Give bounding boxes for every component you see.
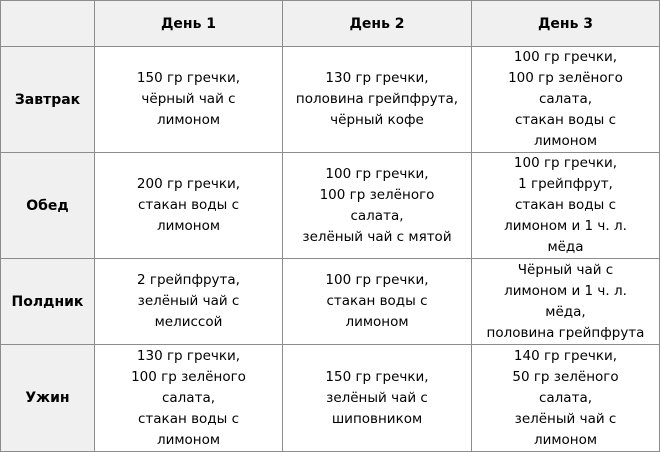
meal-cell-line: 150 гр гречки, xyxy=(325,368,429,385)
header-day-3: День 3 xyxy=(472,1,660,47)
row-label-lunch: Обед xyxy=(1,153,95,259)
meal-cell-line: салата, xyxy=(538,389,593,406)
meal-cell-snack-day-2 xyxy=(283,259,472,345)
meal-cell-line: мелиссой xyxy=(154,314,223,330)
meal-cell-line: половина грейпфрута, xyxy=(295,91,459,107)
meal-cell-line: 100 гр гречки, xyxy=(325,272,429,288)
row-label-dinner: Ужин xyxy=(1,345,95,452)
meal-cell-lunch-day-3 xyxy=(472,153,660,259)
header-day-1: День 1 xyxy=(95,1,283,47)
meal-cell-line: 1 грейпфрут, xyxy=(518,176,613,192)
meal-cell-dinner-day-3 xyxy=(472,345,660,452)
meal-cell-breakfast-day-2 xyxy=(283,47,472,153)
meal-cell-line: 150 гр гречки, xyxy=(136,70,241,86)
meal-cell-snack-day-1 xyxy=(95,259,283,345)
meal-cell-line: стакан воды с xyxy=(326,293,428,309)
meal-cell-line: половина грейпфрута xyxy=(486,324,645,341)
meal-cell-breakfast-day-1 xyxy=(95,47,283,153)
meal-cell-line: 100 гр гречки, xyxy=(513,49,618,65)
header-day-2: День 2 xyxy=(283,1,472,47)
meal-cell-line: 2 грейпфрута, xyxy=(137,272,240,288)
table-row-breakfast xyxy=(1,47,660,153)
meal-cell-line: 50 гр зелёного xyxy=(512,368,619,385)
row-label-breakfast: Завтрак xyxy=(1,47,95,153)
table-row-lunch xyxy=(1,153,660,259)
meal-cell-line: чёрный кофе xyxy=(330,112,424,128)
meal-cell-line: салата, xyxy=(538,91,593,107)
meal-cell-line: мёда, xyxy=(545,303,586,320)
meal-cell-dinner-day-2 xyxy=(283,345,472,452)
table-row-dinner xyxy=(1,345,660,452)
meal-cell-lunch-day-1 xyxy=(95,153,283,259)
meal-cell-line: зелёный чай с xyxy=(514,410,617,427)
meal-cell-line: 130 гр гречки, xyxy=(325,70,429,86)
meal-cell-line: лимоном xyxy=(156,112,221,128)
meal-cell-line: 100 гр гречки, xyxy=(325,165,429,182)
meal-cell-line: стакан воды с xyxy=(514,112,617,128)
meal-cell-line: зелёный чай с мятой xyxy=(302,228,452,245)
table-row-snack xyxy=(1,259,660,345)
meal-cell-line: 100 гр зелёного xyxy=(508,70,623,86)
meal-cell-lunch-day-2 xyxy=(283,153,472,259)
meal-cell-line: стакан воды с xyxy=(137,410,240,427)
meal-cell-line: лимоном и 1 ч. л. xyxy=(504,282,627,299)
meal-cell-line: лимоном xyxy=(156,431,221,448)
meal-cell-line: лимоном xyxy=(533,133,598,149)
header-row xyxy=(1,1,660,47)
meal-cell-breakfast-day-3 xyxy=(472,47,660,153)
meal-cell-line: 140 гр гречки, xyxy=(513,347,618,364)
meal-cell-line: 100 гр гречки, xyxy=(513,155,618,171)
meal-cell-line: зелёный чай с xyxy=(326,389,428,406)
meal-cell-line: салата, xyxy=(161,389,216,406)
meal-cell-line: 130 гр гречки, xyxy=(136,347,241,364)
meal-cell-line: стакан воды с xyxy=(514,197,617,213)
meal-cell-line: лимоном и 1 ч. л. xyxy=(504,218,627,234)
meal-cell-line: чёрный чай с xyxy=(141,91,236,107)
meal-cell-line: зелёный чай с xyxy=(137,293,240,309)
meal-cell-line: 200 гр гречки, xyxy=(136,176,241,192)
row-label-snack: Полдник xyxy=(1,259,95,345)
meal-cell-line: шиповником xyxy=(331,410,423,427)
meal-cell-line: 100 гр зелёного xyxy=(131,368,246,385)
meal-cell-dinner-day-1 xyxy=(95,345,283,452)
meal-cell-snack-day-3 xyxy=(472,259,660,345)
meal-cell-line: мёда xyxy=(547,239,584,255)
meal-cell-line: лимоном xyxy=(156,218,221,234)
meal-cell-line: лимоном xyxy=(533,431,598,448)
meal-cell-line: стакан воды с xyxy=(137,197,240,213)
meal-cell-line: салата, xyxy=(350,207,404,224)
meal-cell-line: лимоном xyxy=(345,314,409,330)
meal-cell-line: Чёрный чай с xyxy=(517,261,614,278)
meal-cell-line: 100 гр зелёного xyxy=(319,186,435,203)
corner-cell xyxy=(1,1,95,47)
